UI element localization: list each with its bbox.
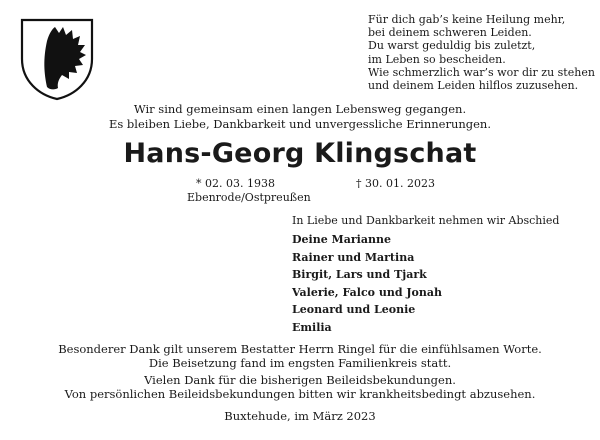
- mourners-block: [292, 214, 559, 336]
- heraldic-shield-antler-icon: [19, 17, 95, 101]
- note-line: Von persönlichen Beileidsbekundungen bitten wir krankheitsbedingt abzusehen.: [64, 387, 536, 401]
- poem-line: Für dich gab’s keine Heilung mehr,: [368, 13, 566, 26]
- thanks-text: [0, 342, 600, 370]
- intro-line: Es bleiben Liebe, Dankbarkeit und unvergessliche Erinnerungen.: [108, 116, 491, 131]
- birthplace: Ebenrode/Ostpreußen: [187, 191, 311, 204]
- deceased-name: Hans-Georg Klingschat: [123, 138, 477, 169]
- note-line: Vielen Dank für die bisherigen Beileidsbekundungen.: [144, 373, 456, 387]
- poem: [368, 13, 594, 92]
- place-date-footer: Buxtehude, im März 2023: [224, 409, 376, 423]
- mourner-name: Emilia: [292, 320, 332, 334]
- poem-line: Du warst geduldig bis zuletzt,: [368, 39, 536, 53]
- mourner-name: Birgit, Lars und Tjark: [292, 268, 427, 281]
- thanks-line: Die Beisetzung fand im engsten Familienkreis statt.: [148, 356, 452, 370]
- intro-text: [0, 102, 600, 131]
- poem-line: bei deinem schweren Leiden.: [368, 26, 532, 40]
- birth-date: * 02. 03. 1938: [196, 177, 275, 190]
- thanks-line: Besonderer Dank gilt unserem Bestatter Herrn Ringel für die einfühlsamen Worte.: [58, 342, 542, 356]
- death-date: † 30. 01. 2023: [356, 177, 435, 190]
- condolence-note: [0, 373, 600, 401]
- mourner-name: Valerie, Falco und Jonah: [292, 285, 443, 299]
- poem-line: im Leben so bescheiden.: [368, 52, 506, 66]
- intro-line: Wir sind gemeinsam einen langen Lebensweg gegangen.: [133, 102, 467, 116]
- poem-line: und deinem Leiden hilflos zuzusehen.: [368, 79, 579, 93]
- mourner-name: Rainer und Martina: [292, 250, 415, 264]
- mourner-name: Leonard und Leonie: [292, 303, 416, 316]
- mourner-name: Deine Marianne: [292, 233, 391, 246]
- poem-line: Wie schmerzlich war’s wor dir zu stehen: [368, 65, 595, 79]
- mourners-lead: In Liebe und Dankbarkeit nehmen wir Abschied: [292, 214, 560, 227]
